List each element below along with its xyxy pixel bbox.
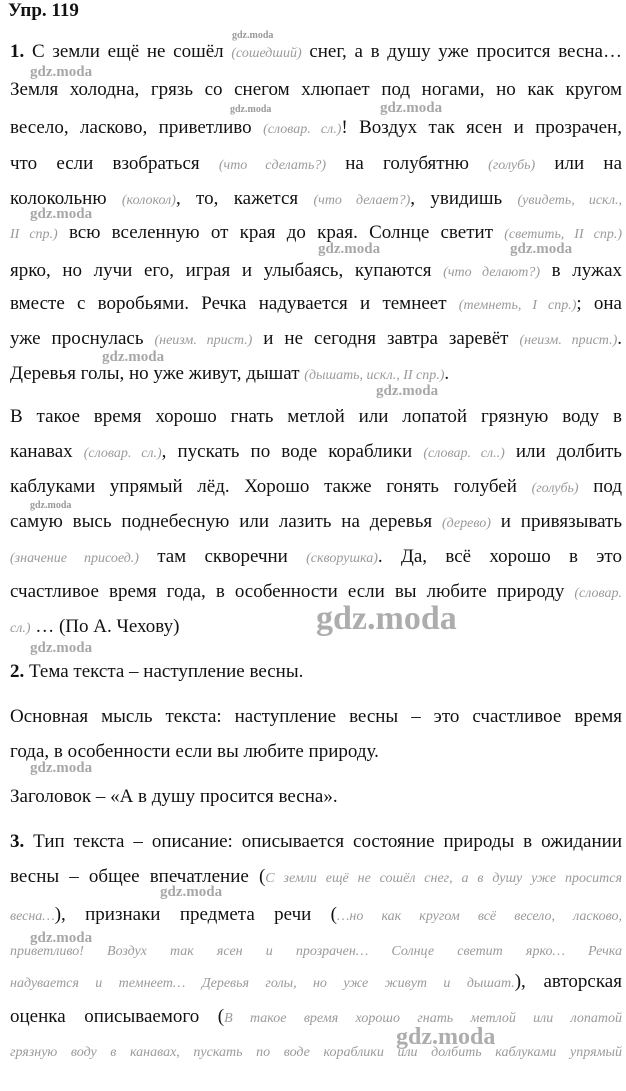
note: приветливо! Воздух так ясен и прозрачен… Солнце светит ярко… Речка (10, 944, 622, 959)
text-line (10, 939, 622, 963)
line-text: там скворечни (138, 546, 307, 567)
note: весна… (10, 909, 55, 924)
text-line (10, 661, 622, 683)
note: (словар. сл.) (83, 446, 162, 461)
line-text: оценка описываемого ( (10, 1006, 225, 1027)
text-line (10, 706, 622, 728)
note: (словар. сл..) (423, 446, 505, 461)
line-text: снег, а в душу уже просится весна… (301, 41, 622, 62)
line-text: самую высь поднебесную или лазить на деревья (10, 511, 443, 532)
watermark: gdz.moda (30, 206, 93, 222)
note: (неизм. прист.) (154, 333, 253, 348)
line-text: С земли ещё не сошёл (24, 41, 232, 62)
text-line (10, 41, 622, 65)
text-line (10, 971, 622, 995)
note: II спр.) (10, 227, 58, 242)
text-line (10, 904, 622, 928)
watermark: gdz.moda (30, 64, 93, 80)
line-text: и не сегодня завтра заревёт (252, 328, 520, 349)
line-text: или долбить (504, 441, 622, 462)
watermark: gdz.moda (160, 884, 223, 900)
line-text: . (444, 363, 450, 384)
watermark: gdz.moda (510, 241, 573, 257)
note: В такое время хорошо гнать метлой или лопатой (224, 1011, 622, 1026)
watermark: gdz.moda (318, 241, 381, 257)
line-text: Заголовок – «А в душу просится весна». (10, 786, 338, 807)
watermark: gdz.moda (30, 500, 72, 511)
watermark: gdz.moda (232, 30, 274, 41)
text-line (10, 546, 622, 570)
item-number: 2. (10, 661, 25, 682)
watermark: gdz.moda (30, 930, 93, 946)
line-text: Основная мысль текста: наступление весны – это счастливое время (10, 706, 622, 727)
item-number: 1. (10, 41, 25, 62)
line-text: года, в особенности если вы любите природу. (10, 741, 379, 762)
watermark: gdz.moda (380, 100, 443, 116)
line-text: . Да, всё хорошо в это (377, 546, 622, 567)
line-text: в лужах (540, 260, 623, 281)
watermark: gdz.moda (396, 1024, 496, 1050)
line-text: В такое время хорошо гнать метлой или лопатой грязную воду в (10, 406, 622, 427)
line-text: и привязывать (490, 511, 622, 532)
text-line (10, 866, 622, 890)
note: (что сделать?) (218, 158, 327, 173)
text-line (10, 406, 622, 428)
note: (словар. сл.) (263, 122, 342, 137)
line-text: , пускать по воде кораблики (161, 441, 424, 462)
note: (голубь) (488, 158, 536, 173)
text-line (10, 153, 622, 177)
text-line (10, 188, 622, 212)
item-number: 3. (10, 831, 25, 852)
line-text: , то, кажется (175, 188, 314, 209)
note: (голубь) (531, 481, 579, 496)
note: С земли ещё не сошёл снег, а в душу уже просится (265, 871, 623, 886)
line-text: ! Воздух так ясен и прозрачен, (341, 117, 622, 138)
exercise-title: Упр. 119 (8, 0, 79, 21)
line-text: , увидишь (410, 188, 518, 209)
watermark: gdz.moda (102, 349, 165, 365)
note: (значение присоед.) (10, 551, 139, 566)
note: (что делают?) (443, 265, 541, 280)
line-text: ; она (576, 293, 622, 314)
note: надувается и темнеет… Деревья голы, но уже живут и дышат. (10, 976, 515, 991)
text-line (10, 293, 622, 317)
line-text: счастливое время года, в особенности если вы любите природу (10, 581, 575, 602)
line-text: колокольню (10, 188, 122, 209)
text-line (10, 511, 622, 535)
text-line (10, 260, 622, 284)
watermark: gdz.moda (30, 760, 93, 776)
line-text: весны – общее впечатление ( (10, 866, 266, 887)
watermark: gdz.moda (376, 383, 439, 399)
line-text: … (По А. Чехову) (30, 616, 180, 637)
text-line (10, 786, 622, 808)
text-line (10, 363, 622, 387)
line-text: ), признаки предмета речи ( (54, 904, 337, 925)
line-text: ), авторская (514, 971, 622, 992)
line-text: Деревья голы, но уже живут, дышат (10, 363, 305, 384)
note: (скворушка) (306, 551, 378, 566)
line-text: ярко, но лучи его, играя и улыбаясь, купаются (10, 260, 444, 281)
note: …но как кругом всё весело, ласково, (336, 909, 623, 924)
text-line (10, 117, 622, 141)
note: (увидеть, искл., (517, 193, 622, 208)
line-text: всю вселенную от края до края. Солнце светит (57, 222, 505, 243)
note: грязную воду в канавах, пускать по воде кораблики или долбить каблуками упрямый (10, 1045, 622, 1060)
line-text: Земля холодна, грязь со снегом хлюпает под ногами, но как кругом (10, 79, 622, 100)
watermark: gdz.moda (316, 600, 457, 637)
note: (дышать, искл., II спр.) (304, 368, 445, 383)
text-line (10, 441, 622, 465)
text-line (10, 79, 622, 101)
text-line (10, 741, 622, 763)
line-text: весело, ласково, приветливо (10, 117, 264, 138)
note: (колокол) (121, 193, 176, 208)
line-text: уже проснулась (10, 328, 155, 349)
line-text: Тема текста – наступление весны. (24, 661, 304, 682)
text-line (10, 1006, 622, 1030)
note: (словар. (574, 586, 622, 601)
note: (неизм. прист.) (519, 333, 618, 348)
note: (сошедший) (231, 46, 302, 61)
line-text: канавах (10, 441, 84, 462)
text-line (10, 831, 622, 853)
note: (темнеть, I спр.) (458, 298, 577, 313)
line-text: на голубятню (326, 153, 489, 174)
note: сл.) (10, 621, 31, 636)
note: (светить, II спр.) (504, 227, 622, 242)
note: (что делает?) (313, 193, 411, 208)
line-text: каблуками упрямый лёд. Хорошо также гонять голубей (10, 476, 532, 497)
line-text: или на (535, 153, 623, 174)
line-text: Тип текста – описание: описывается состояние природы в ожидании (24, 831, 622, 852)
line-text: под (578, 476, 622, 497)
text-line (10, 1040, 622, 1064)
line-text: . (617, 328, 622, 349)
line-text: что если взобраться (10, 153, 219, 174)
watermark: gdz.moda (30, 640, 93, 656)
line-text: вместе с воробьями. Речка надувается и темнеет (10, 293, 459, 314)
note: (дерево) (442, 516, 491, 531)
watermark: gdz.moda (230, 104, 272, 115)
text-line (10, 476, 622, 500)
